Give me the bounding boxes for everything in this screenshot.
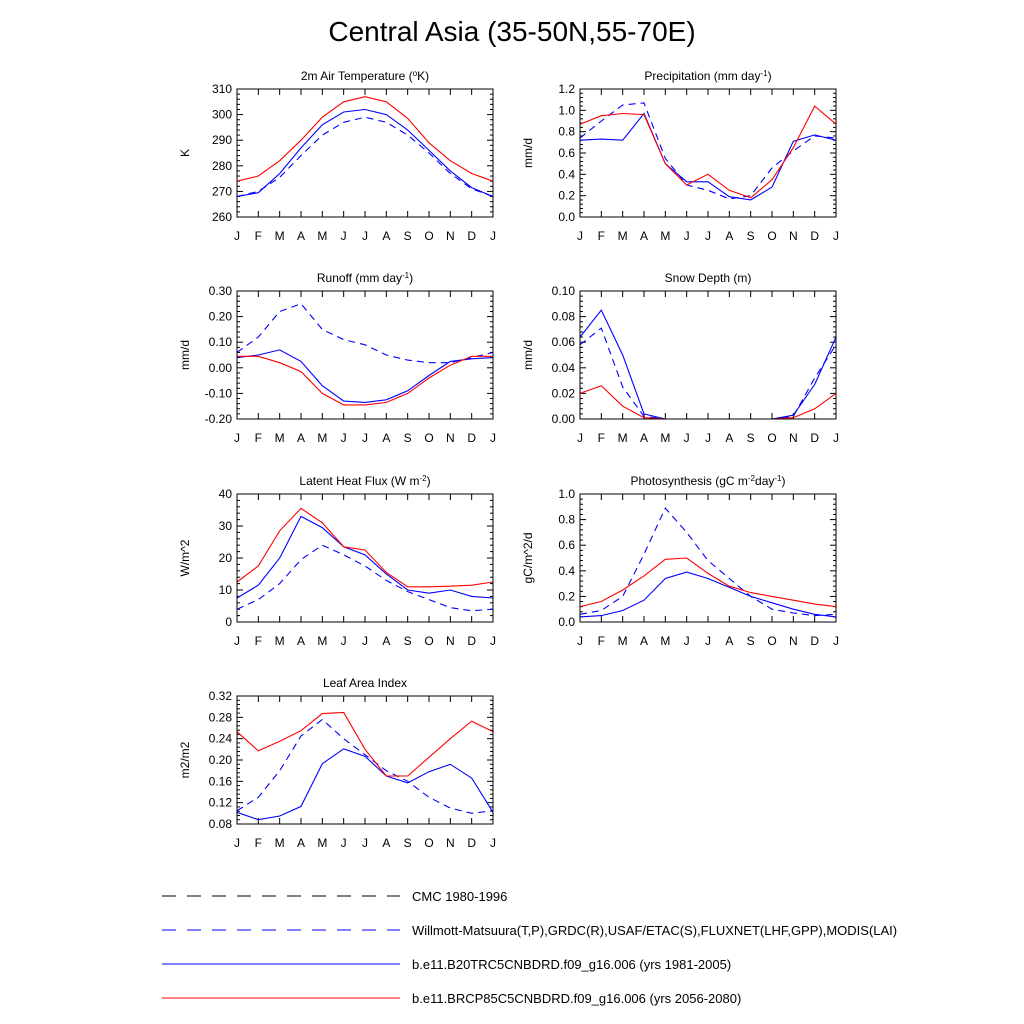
x-tick-label: O bbox=[767, 229, 777, 243]
y-tick-label: 0.08 bbox=[208, 817, 232, 831]
series-line-1 bbox=[580, 103, 836, 199]
y-tick-label: 0.2 bbox=[558, 589, 575, 604]
x-tick-label: F bbox=[254, 634, 263, 648]
y-tick-label: 0.8 bbox=[558, 512, 575, 527]
plot-frame bbox=[580, 494, 836, 622]
x-tick-label: J bbox=[490, 229, 496, 243]
x-tick-label: M bbox=[317, 836, 328, 850]
x-tick-label: A bbox=[725, 634, 734, 648]
panel-6 bbox=[521, 474, 839, 649]
x-tick-label: S bbox=[403, 634, 412, 648]
x-tick-label: M bbox=[317, 431, 328, 445]
x-tick-label: D bbox=[467, 634, 477, 648]
x-tick-label: M bbox=[660, 634, 671, 648]
y-tick-label: 0.00 bbox=[208, 360, 232, 375]
panel-title: Precipitation (mm day$^{-1}$) bbox=[644, 68, 772, 83]
panel-title: Photosynthesis (gC $m^{-2}day^{-1}$) bbox=[630, 473, 786, 488]
x-tick-label: A bbox=[296, 836, 306, 850]
y-tick-label: 0.0 bbox=[558, 210, 575, 224]
y-tick-label: 0.6 bbox=[558, 146, 575, 160]
panel-3 bbox=[178, 271, 496, 446]
x-tick-label: S bbox=[746, 634, 755, 648]
x-tick-label: J bbox=[833, 229, 839, 243]
x-tick-label: A bbox=[296, 634, 306, 648]
y-tick-label: -0.10 bbox=[204, 386, 232, 401]
series-line-2 bbox=[237, 350, 493, 403]
y-tick-label: 0.8 bbox=[558, 124, 575, 139]
x-tick-label: F bbox=[597, 634, 606, 648]
panel-4 bbox=[521, 271, 839, 445]
panel-5 bbox=[178, 474, 496, 649]
x-tick-label: D bbox=[810, 634, 820, 648]
plot-frame bbox=[580, 291, 836, 419]
series-line-1 bbox=[580, 508, 836, 615]
x-tick-label: O bbox=[424, 431, 434, 445]
y-axis-label: mm/d bbox=[178, 340, 192, 370]
x-tick-label: M bbox=[617, 431, 628, 445]
x-tick-label: J bbox=[490, 836, 496, 850]
plot-frame bbox=[237, 696, 493, 824]
x-tick-label: O bbox=[424, 836, 434, 850]
y-tick-label: 0.10 bbox=[551, 284, 575, 298]
panel-title: Leaf Area Index bbox=[322, 676, 408, 690]
y-tick-label: 0.10 bbox=[208, 335, 232, 350]
y-tick-label: 0.08 bbox=[551, 309, 575, 324]
x-tick-label: J bbox=[490, 431, 496, 445]
x-tick-label: M bbox=[274, 836, 285, 850]
x-tick-label: J bbox=[705, 229, 711, 243]
x-tick-label: N bbox=[788, 634, 798, 648]
x-tick-label: S bbox=[403, 836, 412, 850]
y-axis-label: W/m^2 bbox=[178, 539, 192, 577]
x-tick-label: J bbox=[340, 836, 347, 850]
x-tick-label: A bbox=[382, 229, 391, 243]
x-tick-label: F bbox=[254, 836, 263, 850]
y-axis-label: gC/m^2/d bbox=[521, 532, 535, 584]
x-tick-label: A bbox=[382, 634, 391, 648]
x-tick-label: D bbox=[467, 229, 477, 243]
plot-frame bbox=[237, 494, 493, 622]
panel-title: Runoff (mm day$^{-1}$) bbox=[316, 270, 414, 285]
plot-frame bbox=[237, 89, 493, 217]
series-line-3 bbox=[237, 508, 493, 586]
y-axis-label: mm/d bbox=[521, 138, 535, 168]
x-tick-label: N bbox=[788, 229, 798, 243]
y-tick-label: 280 bbox=[211, 158, 232, 173]
legend-label-4: b.e11.BRCP85C5CNBDRD.f09_g16.006 (yrs 2056-2080) bbox=[412, 991, 742, 1006]
figure-title: Central Asia (35-50N,55-70E) bbox=[328, 16, 696, 47]
x-tick-label: M bbox=[274, 634, 285, 648]
x-tick-label: J bbox=[705, 634, 711, 648]
y-tick-label: 0.02 bbox=[551, 386, 575, 401]
series-line-2 bbox=[580, 114, 836, 200]
y-axis-label: mm/d bbox=[521, 340, 535, 370]
y-tick-label: 0.30 bbox=[208, 284, 232, 298]
x-tick-label: N bbox=[445, 634, 455, 648]
x-tick-label: J bbox=[577, 229, 583, 243]
y-tick-label: 0.16 bbox=[208, 774, 232, 789]
x-tick-label: D bbox=[810, 229, 820, 243]
x-tick-label: S bbox=[746, 229, 755, 243]
y-tick-label: 1.0 bbox=[558, 103, 575, 118]
y-tick-label: 270 bbox=[211, 184, 232, 199]
x-tick-label: J bbox=[362, 229, 368, 243]
y-tick-label: 40 bbox=[218, 487, 232, 501]
x-tick-label: A bbox=[639, 229, 649, 243]
panel-2 bbox=[521, 69, 839, 244]
x-tick-label: M bbox=[317, 634, 328, 648]
panel-1 bbox=[178, 69, 496, 244]
x-tick-label: O bbox=[767, 634, 777, 648]
x-tick-label: N bbox=[445, 229, 455, 243]
x-tick-label: J bbox=[490, 634, 496, 648]
x-tick-label: J bbox=[340, 431, 347, 445]
x-tick-label: A bbox=[382, 836, 391, 850]
x-tick-label: J bbox=[833, 431, 839, 445]
x-tick-label: M bbox=[274, 431, 285, 445]
y-axis-label: m2/m2 bbox=[178, 741, 192, 779]
x-tick-label: J bbox=[234, 836, 240, 850]
x-tick-label: J bbox=[234, 634, 240, 648]
x-tick-label: N bbox=[445, 431, 455, 445]
x-tick-label: M bbox=[617, 634, 628, 648]
series-line-1 bbox=[237, 304, 493, 363]
y-tick-label: 1.0 bbox=[558, 487, 575, 501]
y-tick-label: 0.04 bbox=[551, 360, 575, 375]
panel-title: 2m Air Temperature ($^o$K) bbox=[300, 68, 430, 83]
x-tick-label: S bbox=[403, 431, 412, 445]
y-tick-label: 0.24 bbox=[208, 731, 232, 746]
y-tick-label: 0.2 bbox=[558, 188, 575, 203]
x-tick-label: M bbox=[660, 229, 671, 243]
series-line-2 bbox=[580, 572, 836, 617]
series-line-2 bbox=[237, 110, 493, 197]
x-tick-label: O bbox=[767, 431, 777, 445]
y-tick-label: -0.20 bbox=[204, 412, 232, 426]
x-tick-label: O bbox=[424, 229, 434, 243]
y-tick-label: 0.28 bbox=[208, 710, 232, 725]
y-tick-label: 0 bbox=[225, 615, 232, 629]
x-tick-label: J bbox=[683, 229, 690, 243]
plot-frame bbox=[237, 291, 493, 419]
panel-7 bbox=[178, 676, 496, 850]
x-tick-label: S bbox=[746, 431, 755, 445]
y-tick-label: 0.00 bbox=[551, 412, 575, 426]
x-tick-label: A bbox=[382, 431, 391, 445]
y-tick-label: 290 bbox=[211, 133, 232, 148]
x-tick-label: J bbox=[362, 634, 368, 648]
x-tick-label: A bbox=[725, 229, 734, 243]
x-tick-label: O bbox=[424, 634, 434, 648]
y-tick-label: 300 bbox=[211, 107, 232, 122]
y-tick-label: 0.32 bbox=[208, 689, 232, 703]
x-tick-label: J bbox=[577, 634, 583, 648]
series-line-2 bbox=[580, 328, 836, 419]
y-tick-label: 10 bbox=[218, 583, 232, 597]
x-tick-label: J bbox=[577, 431, 583, 445]
x-tick-label: M bbox=[617, 229, 628, 243]
panel-title: Latent Heat Flux (W $m^{-2}$) bbox=[299, 473, 431, 488]
x-tick-label: J bbox=[705, 431, 711, 445]
series-line-3 bbox=[237, 356, 493, 405]
x-tick-label: M bbox=[317, 229, 328, 243]
x-tick-label: F bbox=[597, 229, 606, 243]
x-tick-label: A bbox=[639, 634, 649, 648]
series-line-1 bbox=[237, 117, 493, 196]
x-tick-label: D bbox=[467, 836, 477, 850]
legend-label-2: Willmott-Matsuura(T,P),GRDC(R),USAF/ETAC(S),FLUXNET(LHF,GPP),MODIS(LAI) bbox=[412, 923, 898, 938]
x-tick-label: J bbox=[340, 634, 347, 648]
x-tick-label: J bbox=[833, 634, 839, 648]
x-tick-label: M bbox=[274, 229, 285, 243]
y-axis-label: K bbox=[178, 148, 192, 158]
x-tick-label: A bbox=[639, 431, 649, 445]
y-tick-label: 1.2 bbox=[558, 82, 575, 96]
y-tick-label: 30 bbox=[218, 519, 232, 533]
legend bbox=[162, 889, 897, 1006]
y-tick-label: 0.6 bbox=[558, 538, 575, 553]
x-tick-label: A bbox=[296, 229, 306, 243]
x-tick-label: M bbox=[660, 431, 671, 445]
x-tick-label: F bbox=[254, 229, 263, 243]
y-tick-label: 0.0 bbox=[558, 615, 575, 629]
panel-title: Snow Depth (m) bbox=[664, 271, 752, 285]
x-tick-label: A bbox=[725, 431, 734, 445]
series-line-2 bbox=[237, 749, 493, 820]
x-tick-label: J bbox=[362, 431, 368, 445]
y-tick-label: 310 bbox=[211, 82, 232, 96]
x-tick-label: D bbox=[467, 431, 477, 445]
legend-label-3: b.e11.B20TRC5CNBDRD.f09_g16.006 (yrs 1981-2005) bbox=[412, 957, 732, 972]
y-tick-label: 260 bbox=[211, 210, 232, 224]
x-tick-label: N bbox=[788, 431, 798, 445]
x-tick-label: N bbox=[445, 836, 455, 850]
y-tick-label: 0.4 bbox=[558, 563, 575, 578]
y-tick-label: 0.06 bbox=[551, 335, 575, 350]
x-tick-label: F bbox=[597, 431, 606, 445]
y-tick-label: 0.4 bbox=[558, 167, 575, 182]
legend-label-1: CMC 1980-1996 bbox=[412, 889, 508, 904]
x-tick-label: S bbox=[403, 229, 412, 243]
x-tick-label: D bbox=[810, 431, 820, 445]
y-tick-label: 0.20 bbox=[208, 753, 232, 767]
y-tick-label: 20 bbox=[218, 551, 232, 565]
y-tick-label: 0.12 bbox=[208, 795, 232, 810]
series-line-3 bbox=[580, 106, 836, 198]
x-tick-label: F bbox=[254, 431, 263, 445]
x-tick-label: J bbox=[362, 836, 368, 850]
y-tick-label: 0.20 bbox=[208, 309, 232, 324]
x-tick-label: J bbox=[234, 229, 240, 243]
x-tick-label: J bbox=[683, 634, 690, 648]
x-tick-label: J bbox=[340, 229, 347, 243]
x-tick-label: A bbox=[296, 431, 306, 445]
x-tick-label: J bbox=[683, 431, 690, 445]
x-tick-label: J bbox=[234, 431, 240, 445]
series-line-1 bbox=[237, 720, 493, 814]
